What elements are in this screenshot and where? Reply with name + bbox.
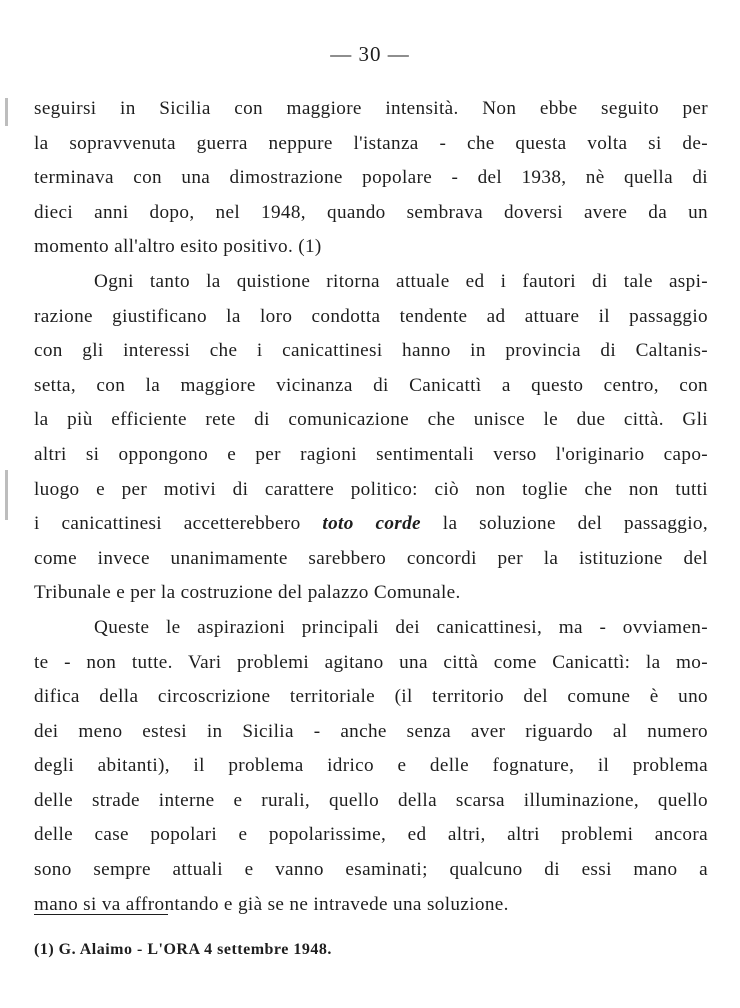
text-line: difica della circoscrizione territoriale (il territorio del comune è uno [34,686,708,708]
text-line: con gli interessi che i canicattinesi hanno in provincia di Caltanis- [34,340,708,362]
text-line: razione giustificano la loro condotta tendente ad attuare il passaggio [34,305,708,327]
text-line: come invece unanimamente sarebbero concordi per la istituzione del [34,547,708,569]
text-line: Queste le aspirazioni principali dei canicattinesi, ma - ovviamen- [94,616,708,638]
scan-edge-mark [5,470,8,520]
footnote: (1) G. Alaimo - L'ORA 4 settembre 1948. [34,941,332,958]
text-line: delle case popolari e popolarissime, ed altri, altri problemi ancora [34,824,708,846]
text-line: la più efficiente rete di comunicazione che unisce le due città. Gli [34,409,708,431]
text-segment: la soluzione del passaggio, [420,513,708,535]
text-line: degli abitanti), il problema idrico e delle fognature, il problema [34,755,708,777]
text-line: luogo e per motivi di carattere politico: ciò non toglie che non tutti [34,478,708,500]
text-line: altri si oppongono e per ragioni sentimentali verso l'originario capo- [34,443,708,465]
text-line: Ogni tanto la quistione ritorna attuale ed i fautori di tale aspi- [94,270,708,292]
text-line: dieci anni dopo, nel 1948, quando sembrava doversi avere da un [34,201,708,223]
text-line-with-emphasis [34,507,708,542]
text-line: te - non tutte. Vari problemi agitano una città come Canicattì: la mo- [34,651,708,673]
text-line: Tribunale e per la costruzione del palazzo Comunale. [34,582,461,604]
text-line: setta, con la maggiore vicinanza di Canicattì a questo centro, con [34,374,708,396]
text-segment: i canicattinesi accetterebbero [34,513,323,535]
text-line: dei meno estesi in Sicilia - anche senza aver riguardo al numero [34,720,708,742]
text-line: la sopravvenuta guerra neppure l'istanza - che questa volta si de- [34,132,708,154]
text-line: sono sempre attuali e vanno esaminati; qualcuno di essi mano a [34,859,708,881]
text-line: terminava con una dimostrazione popolare - del 1938, nè quella di [34,167,708,189]
text-line: delle strade interne e rurali, quello della scarsa illuminazione, quello [34,789,708,811]
emphasis-latin-phrase: toto corde [322,513,421,535]
body-text [34,92,708,922]
text-line: seguirsi in Sicilia con maggiore intensità. Non ebbe seguito per [34,98,708,119]
scan-edge-mark [5,98,8,126]
text-line: mano si va affrontando e già se ne intravede una soluzione. [34,893,509,915]
page-number: — 30 — [330,42,410,66]
text-line: momento all'altro esito positivo. (1) [34,236,322,258]
footnote-divider [34,914,168,915]
